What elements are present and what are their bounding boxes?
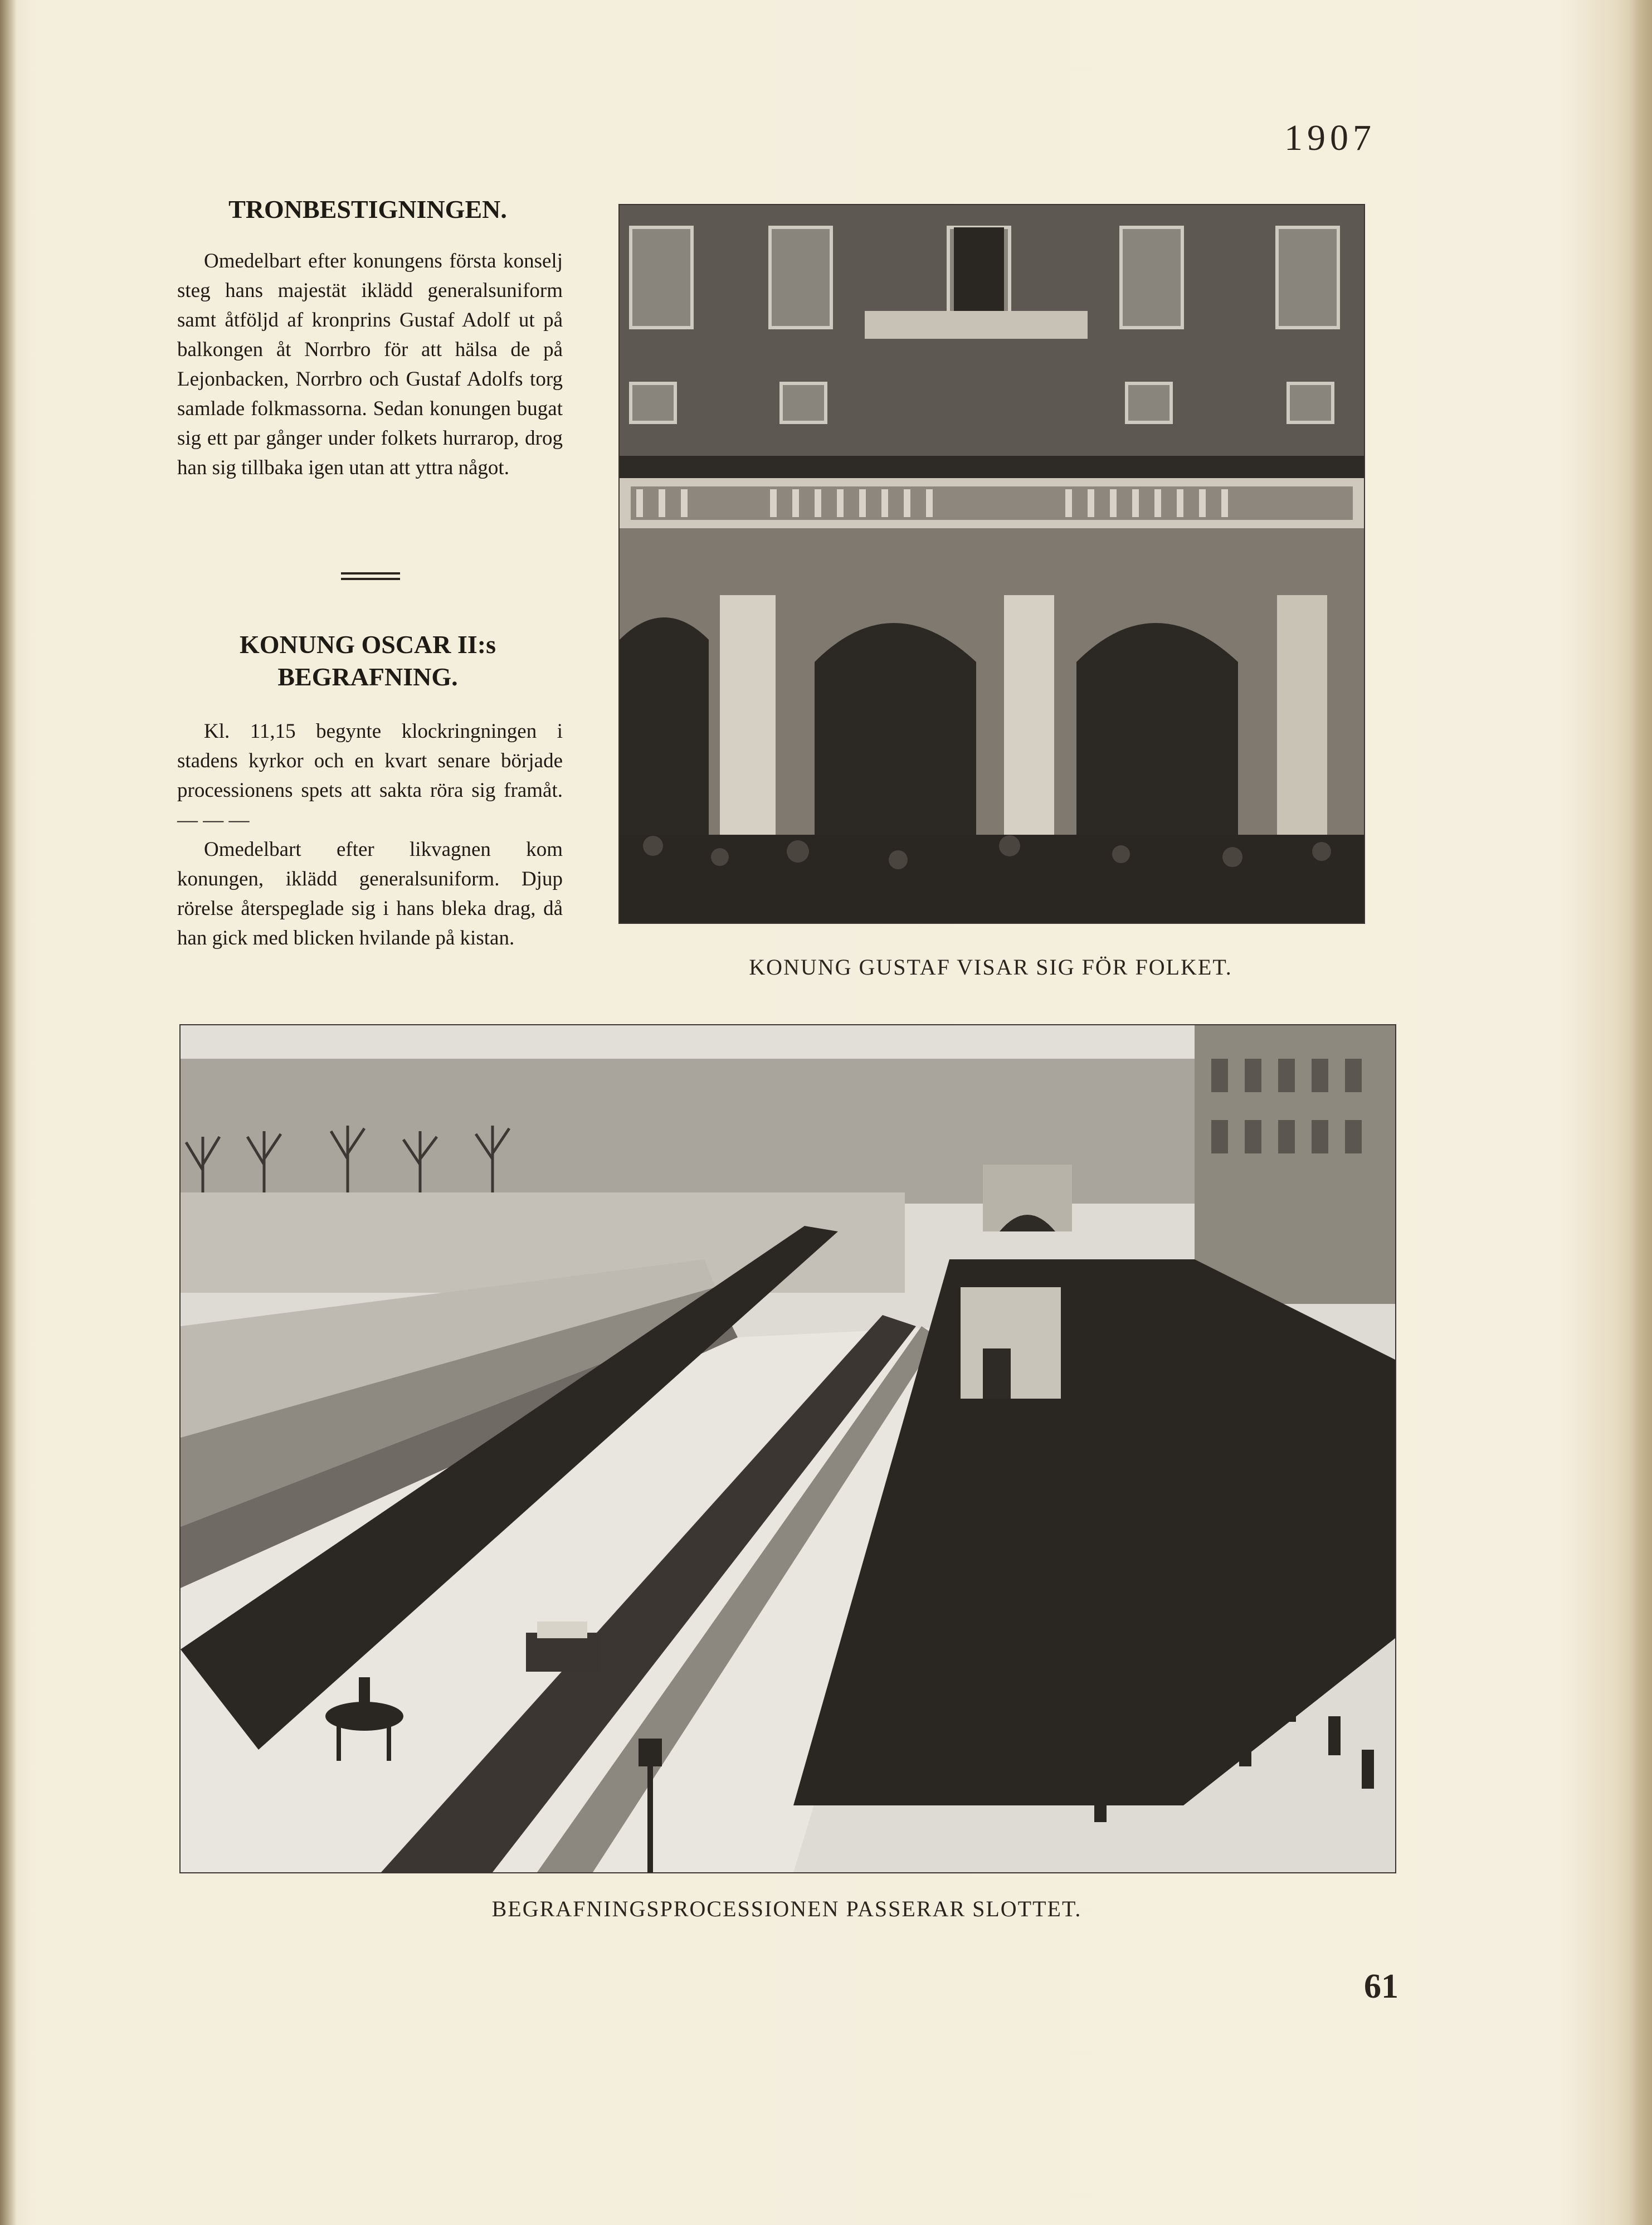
- section-title-begrafning: [178, 629, 557, 693]
- paragraph: Omedelbart efter likvagnen kom konungen, iklädd generalsuniform. Djup rörelse återspeglade sig i hans bleka drag, då han gick med blicken hvilande på kistan.: [177, 838, 563, 950]
- photo-funeral-procession: [179, 1024, 1396, 1873]
- article-begrafning: [177, 717, 563, 953]
- palace-illustration: [620, 205, 1364, 923]
- photo-caption-bottom: BEGRAFNINGSPROCESSIONEN PASSERAR SLOTTET.: [491, 1896, 1082, 1921]
- photo-palace-balcony: [618, 204, 1365, 924]
- article-tronbestigningen: [177, 246, 563, 483]
- book-spine-shadow: [0, 0, 17, 2225]
- page-number: 61: [1364, 1968, 1398, 2005]
- paragraph: Kl. 11,15 begynte klockringningen i stadens kyrkor och en kvart senare började processionens spets att sakta röra sig framåt. — — —: [177, 720, 563, 831]
- procession-illustration: [181, 1025, 1395, 1872]
- section-divider: [341, 572, 400, 581]
- page-edge: [1630, 0, 1652, 2225]
- title-line-1: KONUNG OSCAR II:s: [239, 630, 496, 659]
- paragraph: Omedelbart efter konungens första konselj steg hans majestät iklädd generalsuniform samt åtföljd af kronprins Gustaf Adolf ut på balkongen åt Norrbro för att hälsa de på Lejonbacken, Norrbro och Gustaf Adolfs torg samlade folkmassorna. Sedan konungen bugat sig ett par gånger under folkets hurrarop, drog han sig tillbaka igen utan att yttra något.: [177, 250, 563, 479]
- photo-caption-top: KONUNG GUSTAF VISAR SIG FÖR FOLKET.: [749, 955, 1232, 980]
- page-year: 1907: [1284, 118, 1376, 158]
- section-title-tronbestigningen: TRONBESTIGNINGEN.: [228, 195, 507, 223]
- title-line-2: BEGRAFNING.: [277, 663, 458, 691]
